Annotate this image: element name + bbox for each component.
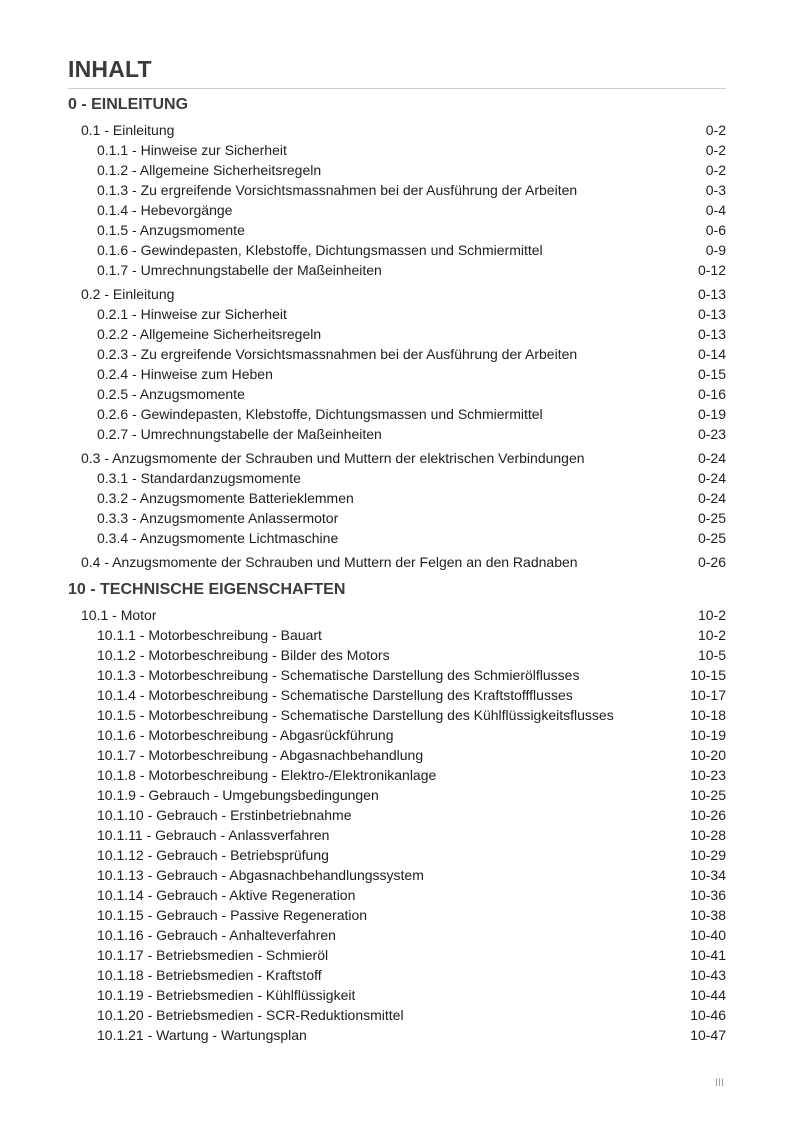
toc-entry[interactable] xyxy=(68,160,726,180)
toc-entry-label: 0.2.2 - Allgemeine Sicherheitsregeln xyxy=(97,326,322,342)
toc-entry-page: 10-2 xyxy=(697,627,726,643)
toc-entry-label: 10.1.21 - Wartung - Wartungsplan xyxy=(97,1027,307,1043)
toc-entry-page: 0-13 xyxy=(697,286,726,302)
toc-entry[interactable] xyxy=(68,805,726,825)
toc-entry-page: 0-13 xyxy=(697,306,726,322)
toc-entry-label: 0.2.7 - Umrechnungstabelle der Maßeinheiten xyxy=(97,426,382,442)
toc-entry[interactable] xyxy=(68,140,726,160)
toc-entry[interactable] xyxy=(68,1025,726,1045)
toc-entry-label: 10.1.3 - Motorbeschreibung - Schematische Darstellung des Schmierölflusses xyxy=(97,667,580,683)
toc-entry-page: 10-46 xyxy=(690,1007,726,1023)
toc-entry-label: 10.1.13 - Gebrauch - Abgasnachbehandlungssystem xyxy=(97,867,424,883)
toc-entry-label: 10.1.17 - Betriebsmedien - Schmieröl xyxy=(97,947,329,963)
toc-entry-page: 10-2 xyxy=(697,607,726,623)
toc-entry-page: 0-12 xyxy=(697,262,726,278)
toc-entry-page: 10-44 xyxy=(690,987,726,1003)
toc-entry-label: 10.1.6 - Motorbeschreibung - Abgasrückführung xyxy=(97,727,394,743)
toc-entry[interactable] xyxy=(68,120,726,140)
toc-entry-label: 10.1.10 - Gebrauch - Erstinbetriebnahme xyxy=(97,807,352,823)
toc-entry[interactable] xyxy=(68,508,726,528)
toc-entry[interactable] xyxy=(68,625,726,645)
toc-entry-label: 10.1.4 - Motorbeschreibung - Schematische Darstellung des Kraftstoffflusses xyxy=(97,687,573,703)
toc-entry-label: 0.3 - Anzugsmomente der Schrauben und Muttern der elektrischen Verbindungen xyxy=(81,450,585,466)
toc-entry-page: 0-3 xyxy=(705,182,726,198)
toc-entry-page: 10-28 xyxy=(690,827,726,843)
toc-entry[interactable] xyxy=(68,304,726,324)
toc-entry[interactable] xyxy=(68,905,726,925)
toc-entry-label: 10.1.15 - Gebrauch - Passive Regeneration xyxy=(97,907,368,923)
title-divider xyxy=(68,88,726,89)
toc-entry-label: 0.1.7 - Umrechnungstabelle der Maßeinheiten xyxy=(97,262,382,278)
toc-entry-label: 0.3.4 - Anzugsmomente Lichtmaschine xyxy=(97,530,339,546)
toc-entry-page: 10-23 xyxy=(690,767,726,783)
toc-entry-page: 10-26 xyxy=(690,807,726,823)
toc-entry-label: 0.2.1 - Hinweise zur Sicherheit xyxy=(97,306,287,322)
toc-entry-label: 10.1.12 - Gebrauch - Betriebsprüfung xyxy=(97,847,329,863)
toc-entry-label: 10.1.9 - Gebrauch - Umgebungsbedingungen xyxy=(97,787,379,803)
toc-entry-page: 0-4 xyxy=(705,202,726,218)
toc-entry-page: 0-6 xyxy=(705,222,726,238)
toc-entry-page: 0-26 xyxy=(697,554,726,570)
toc-entry[interactable] xyxy=(68,705,726,725)
toc-entry-label: 0.3.2 - Anzugsmomente Batterieklemmen xyxy=(97,490,354,506)
toc-entry[interactable] xyxy=(68,845,726,865)
toc-entry-page: 0-2 xyxy=(705,142,726,158)
toc-entry[interactable] xyxy=(68,240,726,260)
toc-entry-page: 10-5 xyxy=(697,647,726,663)
toc-entry-label: 10.1.5 - Motorbeschreibung - Schematische Darstellung des Kühlflüssigkeitsflusses xyxy=(97,707,614,723)
toc-entry-label: 0.3.1 - Standardanzugsmomente xyxy=(97,470,301,486)
toc-entry-label: 10.1.19 - Betriebsmedien - Kühlflüssigkeit xyxy=(97,987,356,1003)
toc-entry-label: 0.1.1 - Hinweise zur Sicherheit xyxy=(97,142,287,158)
toc-entry-page: 10-40 xyxy=(690,927,726,943)
toc-entry-label: 10.1.20 - Betriebsmedien - SCR-Reduktionsmittel xyxy=(97,1007,404,1023)
table-of-contents xyxy=(68,94,726,1045)
toc-entry[interactable] xyxy=(68,725,726,745)
toc-entry-label: 0.2 - Einleitung xyxy=(81,286,175,302)
toc-entry-label: 10.1.1 - Motorbeschreibung - Bauart xyxy=(97,627,322,643)
toc-entry[interactable] xyxy=(68,220,726,240)
toc-entry-page: 0-25 xyxy=(697,530,726,546)
toc-entry-label: 0.1 - Einleitung xyxy=(81,122,175,138)
toc-entry[interactable] xyxy=(68,685,726,705)
toc-entry-page: 10-34 xyxy=(690,867,726,883)
toc-entry[interactable] xyxy=(68,765,726,785)
toc-entry-page: 0-25 xyxy=(697,510,726,526)
page-number: III xyxy=(714,1077,724,1089)
toc-entry[interactable] xyxy=(68,384,726,404)
toc-entry[interactable] xyxy=(68,605,726,625)
toc-entry-label: 10.1.16 - Gebrauch - Anhalteverfahren xyxy=(97,927,336,943)
toc-entry-page: 10-43 xyxy=(690,967,726,983)
toc-entry-page: 0-24 xyxy=(697,450,726,466)
chapter-heading: 0 - EINLEITUNG xyxy=(68,96,189,113)
toc-entry-label: 0.1.4 - Hebevorgänge xyxy=(97,202,233,218)
toc-entry[interactable] xyxy=(68,825,726,845)
toc-entry-label: 10.1.2 - Motorbeschreibung - Bilder des Motors xyxy=(97,647,390,663)
toc-entry-label: 0.1.5 - Anzugsmomente xyxy=(97,222,245,238)
toc-entry-label: 10.1.11 - Gebrauch - Anlassverfahren xyxy=(97,827,330,843)
page-title: INHALT xyxy=(68,56,152,82)
toc-entry[interactable] xyxy=(68,468,726,488)
toc-entry-page: 0-23 xyxy=(697,426,726,442)
toc-entry-page: 0-13 xyxy=(697,326,726,342)
toc-entry-page: 10-38 xyxy=(690,907,726,923)
toc-entry[interactable] xyxy=(68,645,726,665)
toc-entry[interactable] xyxy=(68,985,726,1005)
toc-entry[interactable] xyxy=(68,965,726,985)
toc-entry[interactable] xyxy=(68,745,726,765)
toc-entry[interactable] xyxy=(68,488,726,508)
toc-entry-label: 0.4 - Anzugsmomente der Schrauben und Muttern der Felgen an den Radnaben xyxy=(81,554,578,570)
toc-entry[interactable] xyxy=(68,865,726,885)
toc-entry[interactable] xyxy=(68,1005,726,1025)
toc-entry-page: 0-19 xyxy=(697,406,726,422)
toc-entry-label: 0.2.5 - Anzugsmomente xyxy=(97,386,245,402)
toc-entry-page: 10-29 xyxy=(690,847,726,863)
toc-entry-page: 10-41 xyxy=(690,947,726,963)
toc-entry[interactable] xyxy=(68,404,726,424)
toc-entry[interactable] xyxy=(68,945,726,965)
toc-entry-page: 10-18 xyxy=(690,707,726,723)
toc-entry-page: 0-15 xyxy=(697,366,726,382)
toc-entry-label: 10.1.7 - Motorbeschreibung - Abgasnachbehandlung xyxy=(97,747,424,763)
toc-entry[interactable] xyxy=(68,364,726,384)
toc-entry-page: 10-36 xyxy=(690,887,726,903)
toc-entry[interactable] xyxy=(68,344,726,364)
toc-entry[interactable] xyxy=(68,260,726,280)
toc-entry-label: 0.1.2 - Allgemeine Sicherheitsregeln xyxy=(97,162,322,178)
toc-entry[interactable] xyxy=(68,448,726,468)
toc-entry-page: 0-2 xyxy=(705,162,726,178)
toc-entry-label: 10.1.18 - Betriebsmedien - Kraftstoff xyxy=(97,967,322,983)
toc-entry-label: 0.2.4 - Hinweise zum Heben xyxy=(97,366,273,382)
toc-entry-page: 10-20 xyxy=(690,747,726,763)
toc-entry-page: 0-24 xyxy=(697,490,726,506)
toc-entry[interactable] xyxy=(68,424,726,444)
toc-entry[interactable] xyxy=(68,665,726,685)
toc-entry-label: 10.1.8 - Motorbeschreibung - Elektro-/Elektronikanlage xyxy=(97,767,437,783)
toc-entry-label: 0.2.6 - Gewindepasten, Klebstoffe, Dichtungsmassen und Schmiermittel xyxy=(97,406,543,422)
toc-entry[interactable] xyxy=(68,180,726,200)
toc-entry-label: 0.1.3 - Zu ergreifende Vorsichtsmassnahmen bei der Ausführung der Arbeiten xyxy=(97,182,578,198)
toc-entry-page: 10-17 xyxy=(690,687,726,703)
toc-entry-label: 0.2.3 - Zu ergreifende Vorsichtsmassnahmen bei der Ausführung der Arbeiten xyxy=(97,346,578,362)
toc-entry-page: 0-14 xyxy=(697,346,726,362)
toc-entry[interactable] xyxy=(68,528,726,548)
toc-entry-page: 0-16 xyxy=(697,386,726,402)
toc-entry-page: 10-25 xyxy=(690,787,726,803)
toc-entry[interactable] xyxy=(68,925,726,945)
toc-entry-label: 0.3.3 - Anzugsmomente Anlassermotor xyxy=(97,510,339,526)
toc-entry[interactable] xyxy=(68,785,726,805)
toc-entry-page: 0-24 xyxy=(697,470,726,486)
chapter-heading: 10 - TECHNISCHE EIGENSCHAFTEN xyxy=(68,581,346,598)
spacer xyxy=(68,572,726,579)
toc-entry-page: 10-19 xyxy=(690,727,726,743)
toc-entry[interactable] xyxy=(68,284,726,304)
toc-entry[interactable] xyxy=(68,324,726,344)
toc-entry-page: 10-47 xyxy=(690,1027,726,1043)
toc-entry-page: 0-2 xyxy=(705,122,726,138)
toc-entry-label: 10.1 - Motor xyxy=(81,607,157,623)
toc-entry-label: 0.1.6 - Gewindepasten, Klebstoffe, Dichtungsmassen und Schmiermittel xyxy=(97,242,543,258)
toc-entry[interactable] xyxy=(68,552,726,572)
toc-entry[interactable] xyxy=(68,200,726,220)
toc-entry-page: 10-15 xyxy=(690,667,726,683)
toc-entry-label: 10.1.14 - Gebrauch - Aktive Regeneration xyxy=(97,887,356,903)
toc-entry-page: 0-9 xyxy=(705,242,726,258)
toc-entry[interactable] xyxy=(68,885,726,905)
